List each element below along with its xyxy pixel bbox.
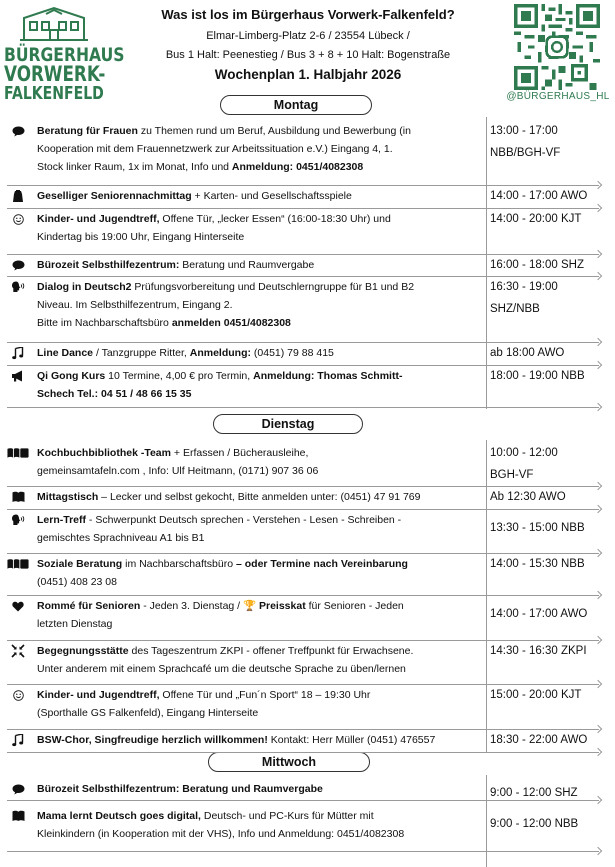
entry-description [37, 444, 482, 480]
entry-time [490, 731, 605, 749]
day-header-montag: Montag [220, 95, 372, 115]
address: Elmar-Limberg-Platz 2-6 / 23554 Lübeck / [206, 30, 410, 42]
description-line [37, 385, 482, 403]
speech-bubble-icon [7, 258, 29, 272]
text: Offene Tür, „lecker Essen“ (16:00-18:30 Uhr) und [159, 213, 391, 225]
description-line [37, 825, 482, 843]
bold-text: Begegnungsstätte [37, 645, 129, 657]
row-divider [7, 595, 599, 596]
time-line: 9:00 - 12:00 NBB [490, 818, 579, 830]
description-line [37, 210, 482, 228]
text: Kooperation mit dem Frauennetzwerk zur Arbeitssituation e.V.) Eingang 4, 1. [37, 143, 393, 155]
text: Offene Tür und „Fun´n Sport“ 18 – 19:30 Uhr [159, 689, 371, 701]
description-line [37, 704, 482, 722]
time-line: 15:00 - 20:00 KJT [490, 689, 582, 701]
description-line [37, 344, 482, 362]
description-line [37, 573, 482, 591]
time-column-divider [486, 117, 487, 409]
bold-text: Rommé für Senioren [37, 600, 141, 612]
music-note-icon [7, 346, 29, 360]
time-line: 9:00 - 12:00 SHZ [490, 787, 578, 799]
plan-title: Wochenplan 1. Halbjahr 2026 [214, 67, 402, 82]
text: gemischtes Sprachniveau A1 bis B1 [37, 532, 205, 544]
entry-description [37, 278, 482, 332]
row-divider [7, 640, 599, 641]
text: für Senioren - Jeden [305, 600, 404, 612]
row-divider [7, 365, 599, 366]
time-line: 14:30 - 16:30 ZKPI [490, 645, 587, 657]
description-line [37, 278, 482, 296]
speech-bubble-icon [7, 124, 29, 138]
time-line: 10:00 - 12:00 [490, 447, 558, 459]
coffee-pot-icon [7, 189, 29, 203]
text: Stock linker Raum, 1x im Monat, Info und [37, 161, 232, 173]
book-icon [7, 490, 29, 504]
entry-time [490, 642, 605, 660]
description-line [37, 314, 482, 332]
bold-text: Line Dance [37, 347, 94, 359]
talking-head-icon [7, 513, 29, 527]
transit-info: Bus 1 Halt: Peenestieg / Bus 3 + 8 + 10 Halt: Bogenstraße [165, 49, 451, 61]
time-line: 13:30 - 15:00 NBB [490, 522, 585, 534]
bold-text: Bürozeit Selbsthilfezentrum: Beratung und Raumvergabe [37, 783, 323, 795]
bold-text: Schech Tel.: 04 51 / 48 66 15 35 [37, 388, 192, 400]
entry-time [490, 187, 605, 205]
description-line [37, 780, 482, 798]
description-line [37, 228, 482, 246]
description-line [37, 462, 482, 480]
bold-text: Soziale Beratung [37, 558, 123, 570]
row-divider [7, 407, 599, 408]
text: 10 Termine, 4,00 € pro Termin, [105, 370, 254, 382]
text: (Sporthalle GS Falkenfeld), Eingang Hinterseite [37, 707, 259, 719]
bold-text: Kinder- und Jugendtreff, [37, 213, 160, 225]
divider-arrow [594, 847, 602, 855]
text: + Karten- und Gesellschaftsspiele [191, 190, 352, 202]
text: (0451) 79 88 415 [250, 347, 334, 359]
building-icon [18, 6, 90, 42]
bold-text: anmelden 0451/4082308 [171, 317, 291, 329]
entry-description [37, 780, 482, 798]
description-line [37, 529, 482, 547]
bold-text: Kinder- und Jugendtreff, [37, 689, 160, 701]
time-line: ab 18:00 AWO [490, 347, 565, 359]
time-line: BGH-VF [490, 469, 534, 481]
time-line: 14:00 - 17:00 AWO [490, 190, 588, 202]
description-line [37, 660, 482, 678]
description-line [37, 367, 482, 385]
text: / Tanzgruppe Ritter, [93, 347, 190, 359]
divider-arrow [594, 591, 602, 599]
bold-text: Anmeldung: 0451/4082308 [231, 161, 364, 173]
description-line [37, 642, 482, 660]
books-icon [7, 557, 29, 571]
time-line: SHZ/NBB [490, 303, 540, 315]
bold-text: Mama lernt Deutsch goes digital, [37, 810, 201, 822]
talking-head-icon [7, 280, 29, 294]
bold-text: BSW-Chor, Singfreudige herzlich willkommen! [37, 734, 268, 746]
divider-arrow [594, 403, 602, 411]
time-line: 14:00 - 20:00 KJT [490, 213, 582, 225]
text: Beratung und Raumvergabe [179, 259, 315, 271]
row-divider [7, 553, 599, 554]
entry-time [490, 444, 605, 484]
logo-line-1: BÜRGERHAUS [4, 44, 125, 66]
bold-text: Kochbuchbibliothek -Team [37, 447, 171, 459]
description-line [37, 686, 482, 704]
time-line: 13:00 - 17:00 [490, 125, 558, 137]
entry-time [490, 488, 605, 506]
time-line: 18:00 - 19:00 NBB [490, 370, 585, 382]
time-line: 14:00 - 17:00 AWO [490, 608, 588, 620]
bold-text: Preisskat [259, 600, 306, 612]
smiley-icon [7, 212, 29, 226]
heart-icon [7, 599, 29, 613]
entry-time [490, 519, 605, 537]
bold-text: Lern-Treff [37, 514, 87, 526]
description-line [37, 615, 482, 633]
time-column-divider [486, 440, 487, 752]
bold-text: Beratung für Frauen [37, 125, 138, 137]
buergerhaus-logo [4, 6, 125, 104]
entry-time [490, 256, 605, 274]
entry-time [490, 605, 605, 623]
text: Deutsch- und PC-Kurs für Mütter mit [200, 810, 374, 822]
text: (0451) 408 23 08 [37, 576, 117, 588]
description-line [37, 444, 482, 462]
time-line: 18:30 - 22:00 AWO [490, 734, 588, 746]
logo-line-3: FALKENFELD [4, 83, 104, 104]
day-header-mittwoch: Mittwoch [208, 752, 370, 772]
description-line [37, 296, 482, 314]
row-divider [7, 185, 599, 186]
description-line [37, 807, 482, 825]
entry-description [37, 122, 482, 176]
entry-description [37, 731, 482, 749]
entry-description [37, 367, 482, 403]
entry-description [37, 807, 482, 843]
row-divider [7, 729, 599, 730]
divider-arrow [594, 748, 602, 756]
bold-text: Anmeldung: [189, 347, 251, 359]
description-line [37, 140, 482, 158]
entry-description [37, 597, 482, 633]
description-line [37, 731, 482, 749]
entry-description [37, 642, 482, 678]
bold-text: – oder Termine nach Vereinbarung [236, 558, 408, 570]
entry-time [490, 555, 605, 573]
bold-text: Qi Gong Kurs [37, 370, 106, 382]
instagram-handle: @BÜRGERHAUS_HL [506, 91, 610, 102]
text: zu Themen rund um Beruf, Ausbildung und Bewerbung (in [137, 125, 411, 137]
row-divider [7, 342, 599, 343]
description-line [37, 122, 482, 140]
entry-description [37, 256, 482, 274]
logo-line-2: VORWERK- [4, 62, 106, 86]
description-line [37, 511, 482, 529]
entry-time [490, 686, 605, 704]
entry-time [490, 815, 605, 833]
text: Kleinkindern (in Kooperation mit der VHS), Info und Anmeldung: 0451/4082308 [37, 828, 405, 840]
time-line: NBB/BGH-VF [490, 147, 561, 159]
row-divider [7, 208, 599, 209]
text: im Nachbarschaftsbüro [122, 558, 236, 570]
bold-text: Mittagstisch [37, 491, 99, 503]
text: Niveau. Im Selbsthilfezentrum, Eingang 2. [37, 299, 233, 311]
entry-time [490, 344, 605, 362]
text: Kindertag bis 19:00 Uhr, Eingang Hinterseite [37, 231, 245, 243]
row-divider [7, 752, 599, 753]
smiley-icon [7, 688, 29, 702]
page-title: Was ist los im Bürgerhaus Vorwerk-Falkenfeld? [161, 7, 455, 22]
row-divider [7, 851, 599, 852]
time-column-divider [486, 775, 487, 867]
time-line: Ab 12:30 AWO [490, 491, 566, 503]
text: Prüfungsvorbereitung und Deutschlerngruppe für B1 und B2 [131, 281, 415, 293]
row-divider [7, 254, 599, 255]
speech-bubble-icon [7, 782, 29, 796]
text: Unter anderem mit einem Sprachcafé um die deutsche Sprache zu üben/lernen [37, 663, 406, 675]
text: - Schwerpunkt Deutsch sprechen - Verstehen - Lesen - Schreiben - [86, 514, 402, 526]
text: letzten Dienstag [37, 618, 113, 630]
text: + Erfassen / Bücherausleihe, [170, 447, 309, 459]
entry-description [37, 210, 482, 246]
bold-text: Dialog in Deutsch2 [37, 281, 132, 293]
description-line [37, 555, 482, 573]
entry-time [490, 210, 605, 228]
description-line [37, 158, 482, 176]
day-header-dienstag: Dienstag [213, 414, 363, 434]
time-line: 14:00 - 15:30 NBB [490, 558, 585, 570]
entry-time [490, 367, 605, 385]
entry-description [37, 511, 482, 547]
description-line [37, 597, 482, 615]
bold-text: Anmeldung: Thomas Schmitt- [253, 370, 403, 382]
text: – Lecker und selbst gekocht, Bitte anmelden unter: (0451) 47 91 769 [98, 491, 421, 503]
entry-description [37, 187, 482, 205]
books-icon [7, 446, 29, 460]
entry-description [37, 686, 482, 722]
description-line [37, 488, 482, 506]
text: gemeinsamtafeln.com , Info: Ulf Heitmann, (0171) 907 36 06 [37, 465, 319, 477]
row-divider [7, 800, 599, 801]
entry-time [490, 278, 605, 318]
text: - Jeden 3. Dienstag / 🏆 [140, 600, 259, 612]
description-line [37, 256, 482, 274]
description-line [37, 187, 482, 205]
bold-text: Bürozeit Selbsthilfezentrum: [37, 259, 180, 271]
text: des Tageszentrum ZKPI - offener Treffpunkt für Erwachsene. [128, 645, 414, 657]
divider-arrow [594, 505, 602, 513]
music-note-icon [7, 733, 29, 747]
book-icon [7, 809, 29, 823]
arrows-in-icon [7, 644, 29, 658]
bold-text: Geselliger Seniorennachmittag [37, 190, 192, 202]
qr-code-icon [514, 4, 600, 90]
entry-description [37, 488, 482, 506]
entry-description [37, 555, 482, 591]
entry-description [37, 344, 482, 362]
row-divider [7, 276, 599, 277]
megaphone-icon [7, 369, 29, 383]
text: Bitte im Nachbarschaftsbüro [37, 317, 172, 329]
entry-time [490, 122, 605, 162]
row-divider [7, 486, 599, 487]
time-line: 16:30 - 19:00 [490, 281, 558, 293]
text: Kontakt: Herr Müller (0451) 476557 [267, 734, 436, 746]
row-divider [7, 684, 599, 685]
row-divider [7, 509, 599, 510]
time-line: 16:00 - 18:00 SHZ [490, 259, 584, 271]
